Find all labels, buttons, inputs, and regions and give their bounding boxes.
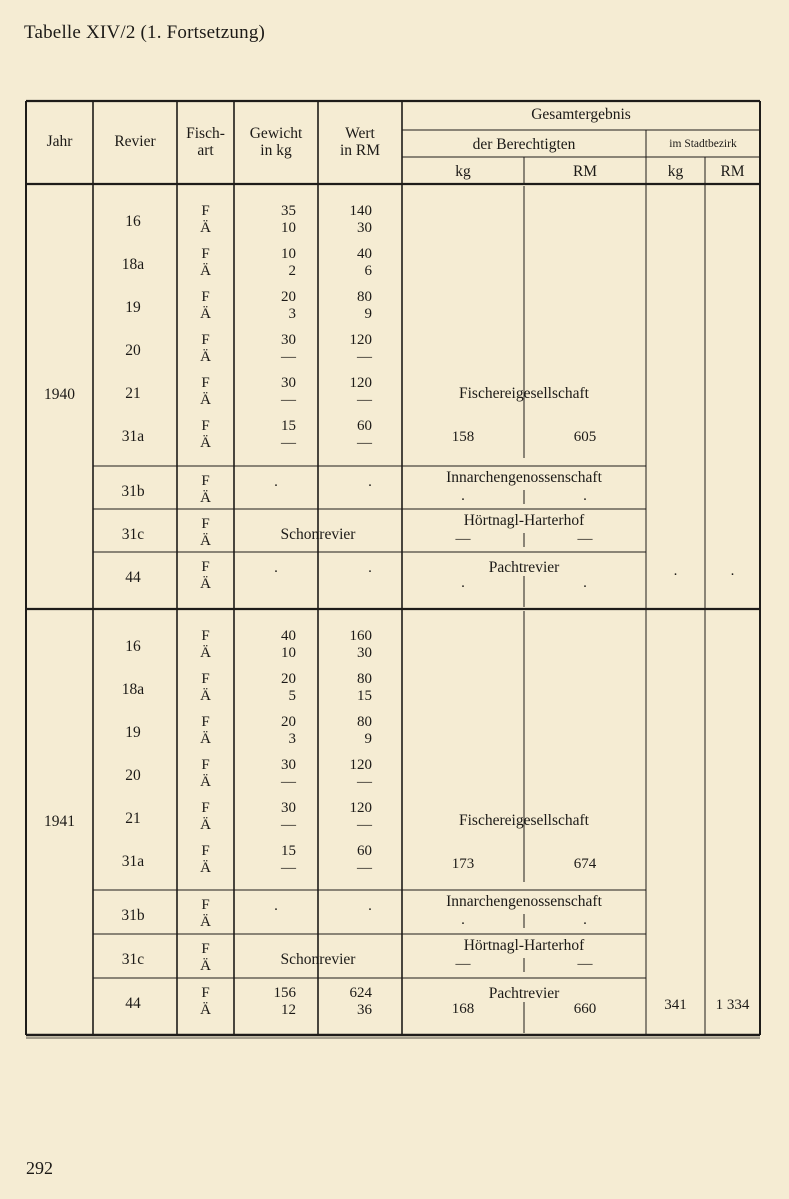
gewicht-cell: 10 2	[281, 246, 296, 279]
gewicht-cell: 30 —	[281, 332, 296, 365]
fischart-cell: F Ä	[200, 757, 211, 790]
stadt-kg: .	[673, 563, 678, 579]
wert-cell: 80 9	[357, 714, 372, 747]
revier-label: 31a	[121, 428, 145, 445]
wert-cell: 40 6	[357, 246, 372, 279]
wert-cell: 60 —	[357, 418, 372, 451]
table-title: Tabelle XIV/2 (1. Fortsetzung)	[24, 22, 266, 43]
gewicht-cell: 30 —	[281, 800, 296, 833]
fischart-cell: F Ä	[200, 332, 211, 365]
gewicht-cell: 20 3	[281, 289, 296, 322]
revier-label: 31c	[121, 951, 145, 968]
fischart-cell: F Ä	[200, 246, 211, 279]
group-kg: .	[461, 575, 465, 591]
header-rm: RM	[572, 163, 598, 180]
wert-cell: 60 —	[357, 843, 372, 876]
group-rm: 674	[573, 856, 597, 872]
wert-cell: 120 —	[349, 757, 372, 790]
header-berechtigten: der Berechtigten	[472, 136, 576, 153]
group-kg: .	[461, 912, 465, 928]
wert-cell: 120 —	[349, 375, 372, 408]
group-kg: .	[461, 488, 465, 504]
gewicht-cell: .	[274, 898, 278, 914]
schonrevier-label: Schonrevier	[280, 526, 356, 543]
wert-cell: 120 —	[349, 332, 372, 365]
header-revier: Revier	[114, 133, 156, 150]
revier-label: 20	[125, 767, 141, 784]
wert-cell: .	[368, 560, 372, 576]
wert-cell: 160 30	[349, 628, 372, 661]
gewicht-cell: 40 10	[281, 628, 296, 661]
year-label: 1941	[44, 813, 75, 830]
gewicht-cell: 30 —	[281, 757, 296, 790]
group-rm: .	[583, 488, 587, 504]
schonrevier-label: Schonrevier	[280, 951, 356, 968]
year-label: 1940	[44, 386, 75, 403]
revier-label: 19	[125, 724, 141, 741]
group-name: Pachtrevier	[488, 985, 560, 1002]
group-kg: —	[455, 956, 471, 972]
gewicht-cell: 20 3	[281, 714, 296, 747]
fischart-cell: F Ä	[200, 418, 211, 451]
group-rm: 605	[573, 429, 597, 445]
fischart-cell: F Ä	[200, 375, 211, 408]
revier-label: 16	[125, 213, 141, 230]
gewicht-cell: 35 10	[281, 203, 296, 236]
gewicht-cell: 156 12	[273, 985, 296, 1018]
revier-label: 31a	[121, 853, 145, 870]
wert-cell: 120 —	[349, 800, 372, 833]
stadt-kg: 341	[664, 997, 687, 1013]
group-kg: 158	[451, 429, 475, 445]
fischart-cell: F Ä	[200, 800, 211, 833]
wert-cell: 624 36	[349, 985, 372, 1018]
fischart-cell: F Ä	[200, 714, 211, 747]
revier-label: 31b	[121, 907, 145, 924]
group-name: Hörtnagl-Harterhof	[463, 512, 585, 529]
gewicht-cell: .	[274, 474, 278, 490]
fischart-cell: F Ä	[200, 289, 211, 322]
revier-label: 20	[125, 342, 141, 359]
header-wert: Wert in RM	[339, 125, 381, 159]
gewicht-cell: 20 5	[281, 671, 296, 704]
group-rm: .	[583, 575, 587, 591]
revier-label: 31c	[121, 526, 145, 543]
group-name: Innarchengenossenschaft	[446, 469, 602, 486]
group-rm: 660	[573, 1001, 597, 1017]
header-stadt-kg: kg	[667, 163, 684, 180]
group-name: Hörtnagl-Harterhof	[463, 937, 585, 954]
group-kg: 173	[451, 856, 475, 872]
group-rm: —	[577, 531, 593, 547]
stadt-rm: .	[730, 563, 735, 579]
revier-label: 16	[125, 638, 141, 655]
group-kg: —	[455, 531, 471, 547]
fischart-cell: F Ä	[200, 628, 211, 661]
fischart-cell: F Ä	[200, 516, 211, 549]
header-gewicht: Gewicht in kg	[249, 125, 303, 159]
wert-cell: 140 30	[349, 203, 372, 236]
header-jahr: Jahr	[46, 133, 73, 150]
group-rm: .	[583, 912, 587, 928]
fischart-cell: F Ä	[200, 203, 211, 236]
stadt-rm: 1 334	[715, 997, 750, 1013]
wert-cell: 80 9	[357, 289, 372, 322]
fischart-cell: F Ä	[200, 559, 211, 592]
header-fischart: Fisch- art	[186, 125, 225, 159]
revier-label: 21	[125, 385, 141, 402]
fischart-cell: F Ä	[200, 985, 211, 1018]
group-name: Fischereigesellschaft	[459, 812, 589, 829]
header-kg: kg	[455, 163, 471, 180]
group-kg: 168	[451, 1001, 475, 1017]
revier-label: 19	[125, 299, 141, 316]
revier-label: 31b	[121, 483, 145, 500]
gewicht-cell: 15 —	[281, 843, 296, 876]
group-name: Pachtrevier	[488, 559, 560, 576]
page-number: 292	[26, 1158, 53, 1178]
group-rm: —	[577, 956, 593, 972]
fischart-cell: F Ä	[200, 843, 211, 876]
revier-label: 18a	[121, 256, 145, 273]
revier-label: 21	[125, 810, 141, 827]
fischart-cell: F Ä	[200, 473, 211, 506]
revier-label: 44	[125, 995, 141, 1012]
gewicht-cell: 15 —	[281, 418, 296, 451]
fischart-cell: F Ä	[200, 897, 211, 930]
revier-label: 44	[125, 569, 141, 586]
wert-cell: .	[368, 898, 372, 914]
fischart-cell: F Ä	[200, 941, 211, 974]
header-stadt-rm: RM	[720, 163, 745, 180]
fischart-cell: F Ä	[200, 671, 211, 704]
group-name: Fischereigesellschaft	[459, 385, 589, 402]
header-stadtbezirk: im Stadtbezirk	[669, 138, 737, 150]
wert-cell: .	[368, 474, 372, 490]
header-gesamtergebnis: Gesamtergebnis	[531, 106, 631, 123]
wert-cell: 80 15	[357, 671, 372, 704]
group-name: Innarchengenossenschaft	[446, 893, 602, 910]
revier-label: 18a	[121, 681, 145, 698]
gewicht-cell: .	[274, 560, 278, 576]
gewicht-cell: 30 —	[281, 375, 296, 408]
